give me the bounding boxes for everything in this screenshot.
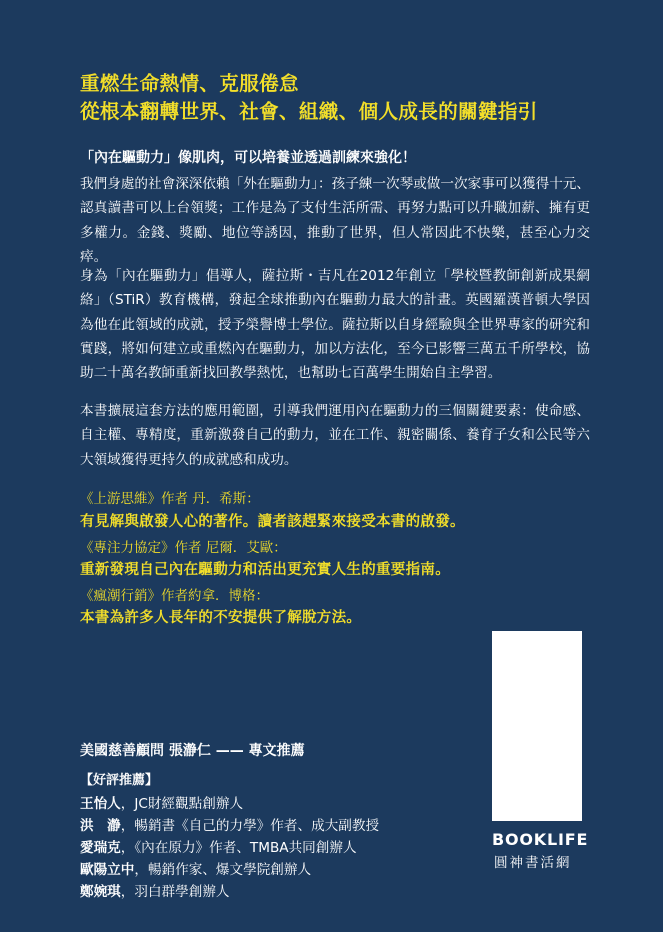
- quote-source-3: 《瘋潮行銷》作者約拿．博格：: [80, 588, 269, 604]
- quote-source-1: 《上游思維》作者 丹．希斯：: [80, 491, 260, 507]
- quote-text-1: 有見解與啟發人心的著作。讀者該趕緊來接受本書的啟發。: [80, 513, 465, 530]
- headline-line-2: 從根本翻轉世界、社會、組織、個人成長的關鍵指引: [80, 100, 538, 123]
- quote-source-2: 《專注力協定》作者 尼爾．艾歐：: [80, 540, 287, 556]
- publisher-logo: BOOKLIFE: [492, 830, 589, 849]
- recommender-1: [80, 792, 243, 812]
- quote-text-2: 重新發現自己內在驅動力和活出更充實人生的重要指南。: [80, 561, 450, 578]
- recommender-name: 愛瑞克: [80, 840, 121, 856]
- recommender-4: [80, 858, 311, 878]
- publisher-name: 圓神書活網: [494, 855, 572, 871]
- recommender-name: 鄭婉琪: [80, 884, 121, 900]
- recommender-3: [80, 836, 357, 856]
- recommender-name: 洪 瀞: [80, 818, 121, 834]
- recommender-2: [80, 814, 379, 834]
- paragraph-1: 我們身處的社會深深依賴「外在驅動力」：孩子練一次琴或做一次家事可以獲得十元、認真讀書可以上台領獎；工作是為了支付生活所需、再努力點可以升職加薪、擁有更多權力。金錢、獎勵、地位等誘因，推動了世界，但人常因此不快樂，甚至心力交瘁。: [80, 176, 590, 265]
- recommender-desc: ，《內在原力》作者、TMBA共同創辦人: [120, 840, 357, 856]
- recommender-desc: ，羽白群學創辦人: [120, 884, 230, 900]
- paragraph-2: 身為「內在驅動力」倡導人，薩拉斯・吉凡在2012年創立「學校暨教師創新成果網絡」（STiR）教育機構，發起全球推動內在驅動力最大的計畫。英國羅漢普頓大學因為他在此領域的成就，授予榮譽博士學位。薩拉斯以自身經驗與全世界專家的研究和實踐，將如何建立或重燃內在驅動力，加以方法化，至今已影響三萬五千所學校，協助二十萬名教師重新找回教學熱忱，也幫助七百萬學生開始自主學習。: [80, 268, 590, 382]
- barcode-area: [492, 631, 582, 821]
- intro-lead: 「內在驅動力」像肌肉，可以培養並透過訓練來強化！: [80, 150, 416, 166]
- recommendation-header: 【好評推薦】: [80, 773, 159, 788]
- recommender-name: 王怡人: [80, 796, 121, 812]
- recommender-desc: ，暢銷書《自己的力學》作者、成大副教授: [120, 818, 380, 834]
- headline-line-1: 重燃生命熱情、克服倦怠: [80, 72, 299, 95]
- paragraph-3: 本書擴展這套方法的應用範圍，引導我們運用內在驅動力的三個關鍵要素：使命感、自主權、專精度，重新激發自己的動力，並在工作、親密關係、養育子女和公民等六大領域獲得更持久的成就感和成功。: [80, 403, 590, 468]
- endorsement-title: 美國慈善顧問 張瀞仁 —— 專文推薦: [80, 743, 305, 759]
- recommender-5: [80, 880, 230, 900]
- recommender-name: 歐陽立中: [80, 862, 135, 878]
- recommender-desc: ，暢銷作家、爆文學院創辦人: [134, 862, 312, 878]
- quote-text-3: 本書為許多人長年的不安提供了解脫方法。: [80, 609, 362, 626]
- recommender-desc: ，JC財經觀點創辦人: [120, 796, 244, 812]
